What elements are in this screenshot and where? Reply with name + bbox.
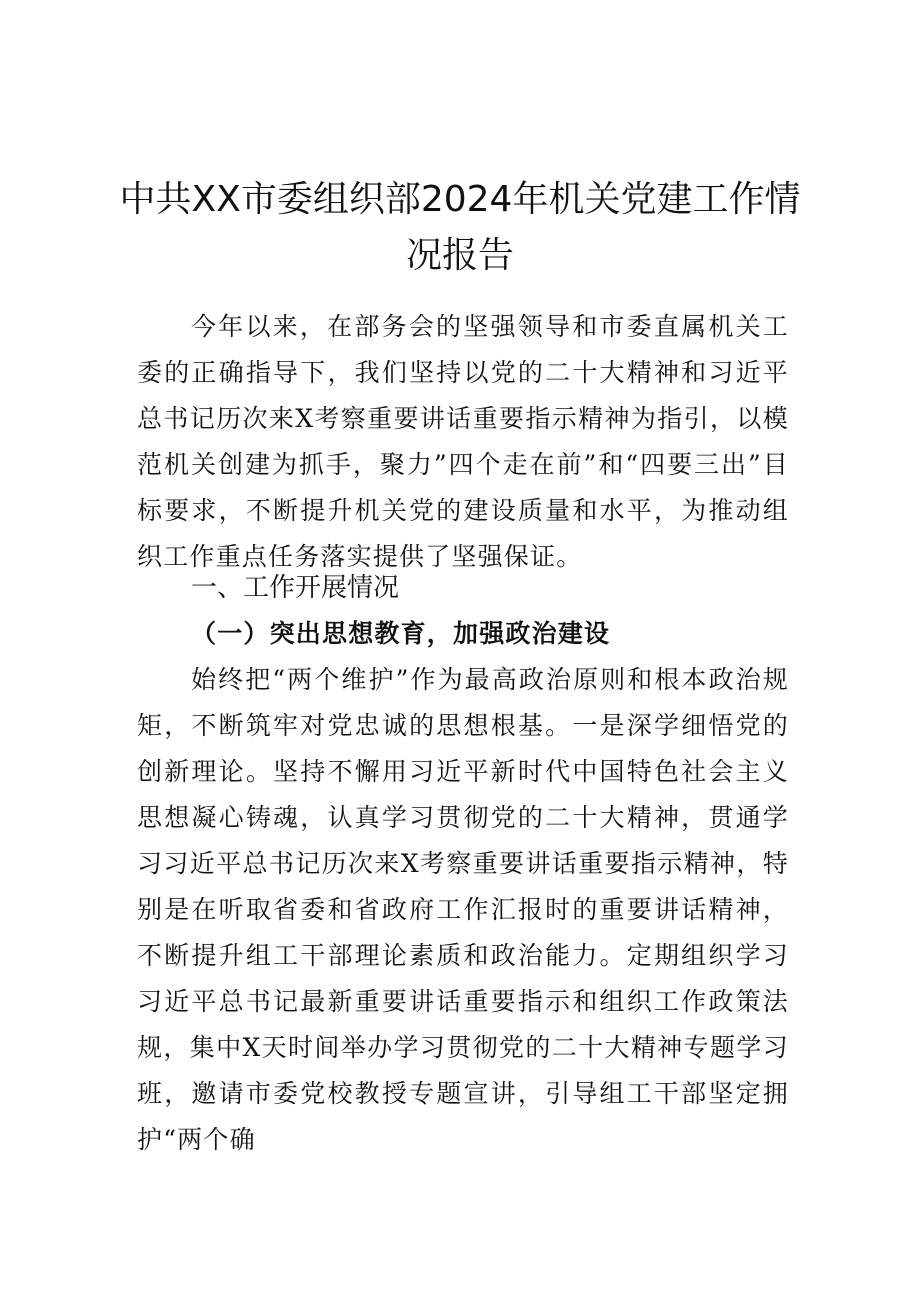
section-heading: 一、工作开展情况 [191, 573, 400, 603]
subsection-heading: （一）突出思想教育，加强政治建设 [191, 619, 611, 648]
intro-paragraph: 今年以来，在部务会的坚强领导和市委直属机关工委的正确指导下，我们坚持以党的二十大精神和习近平总书记历次来X考察重要讲话重要指示精神为指引，以模范机关创建为抓手，聚力”四个走在前”和“四要三出”目标要求，不断提升机关党的建设质量和水平，为推动组织工作重点任务落实提供了坚强保证。 [137, 312, 789, 571]
body-paragraph: 始终把“两个维护”作为最高政治原则和根本政治规矩，不断筑牢对党忠诚的思想根基。一是深学细悟党的创新理论。坚持不懈用习近平新时代中国特色社会主义思想凝心铸魂，认真学习贯彻党的二十大精神，贯通学习习近平总书记历次来X考察重要讲话重要指示精神，特别是在听取省委和省政府工作汇报时的重要讲话精神，不断提升组工干部理论素质和政治能力。定期组织学习习近平总书记最新重要讲话重要指示和组织工作政策法规，集中X天时间举办学习贯彻党的二十大精神专题学习班，邀请市委党校教授专题宣讲，引导组工干部坚定拥护“两个确 [137, 665, 789, 1154]
document-title: 中共XX市委组织部2024年机关党建工作情况报告 [119, 179, 801, 276]
